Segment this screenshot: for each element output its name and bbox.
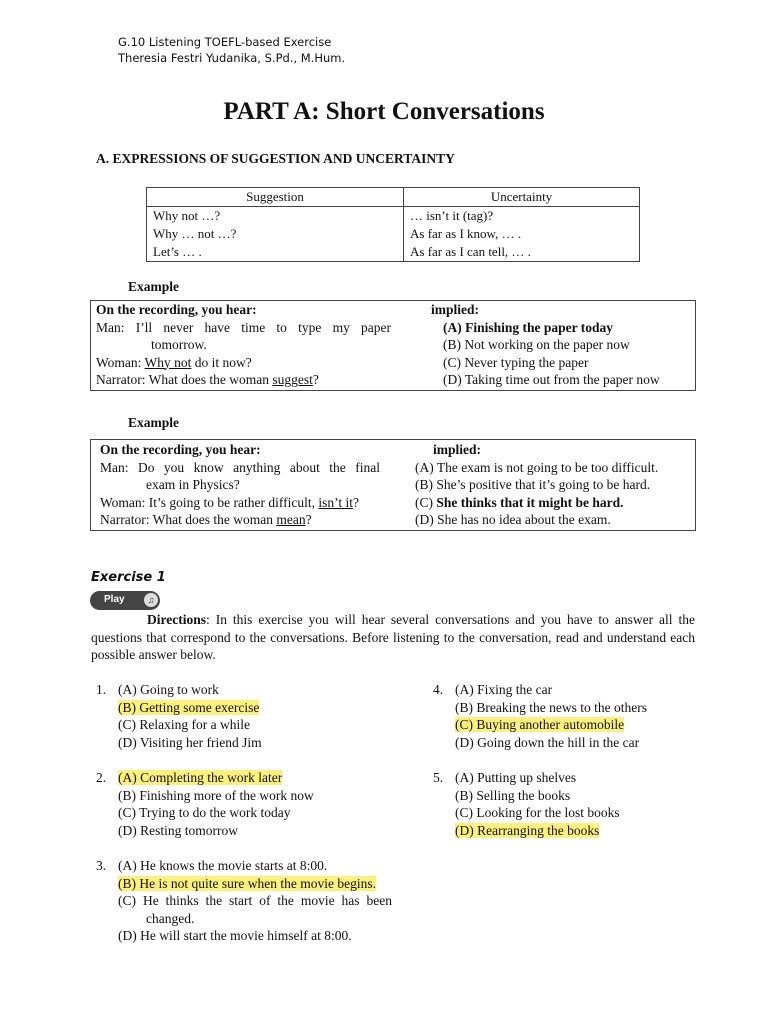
implied-heading: implied:: [431, 302, 480, 317]
answer-choice: (D) Going down the hill in the car: [455, 734, 640, 750]
exercise-title: Exercise 1: [91, 570, 166, 585]
answer-choice-highlighted: (B) He is not quite sure when the movie begins.: [118, 875, 376, 891]
question-number: 5.: [433, 770, 444, 785]
answer-option: (A) The exam is not going to be too difficult.: [415, 459, 659, 475]
man-line-continued: tomorrow.: [151, 337, 207, 352]
underlined-phrase: isn’t it: [318, 494, 354, 510]
man-line: Man: I’ll never have time to type my paper: [96, 319, 391, 335]
answer-choice-highlighted: (C) Buying another automobile: [455, 717, 625, 732]
table-header-row: [147, 188, 640, 207]
page-title: PART A: Short Conversations: [223, 98, 545, 125]
answer-choice: (B) Selling the books: [455, 787, 571, 803]
recording-heading: On the recording, you hear:: [100, 442, 261, 457]
answer-choice-highlighted: (D) Rearranging the books: [455, 822, 600, 838]
answer-choice: (A) Putting up shelves: [455, 770, 577, 785]
answer-choice: (C) Relaxing for a while: [118, 717, 250, 732]
woman-line: Woman: It’s going to be rather difficult, isn’t it?: [100, 494, 360, 510]
answer-choice: (B) Finishing more of the work now: [118, 787, 314, 803]
suggestion-expression: Let’s … .: [153, 244, 202, 259]
answer-choice: (D) Visiting her friend Jim: [118, 734, 262, 750]
underlined-phrase: suggest: [272, 372, 313, 387]
answer-option: (B) She’s positive that it’s going to be hard.: [415, 477, 651, 492]
answer-option: (C) Never typing the paper: [443, 354, 589, 370]
answer-option: (A) Finishing the paper today: [443, 319, 614, 335]
column-header-suggestion: Suggestion: [147, 188, 404, 207]
expressions-table: [146, 187, 640, 262]
speaker-icon: ♫: [144, 593, 158, 607]
man-line-continued: exam in Physics?: [146, 477, 240, 492]
uncertainty-expression: As far as I can tell, … .: [410, 244, 531, 259]
answer-option: (B) Not working on the paper now: [443, 337, 630, 352]
question-number: 3.: [96, 858, 107, 873]
answer-choice: (D) Resting tomorrow: [118, 822, 238, 838]
answer-choice-highlighted: (A) Completing the work later: [118, 770, 283, 785]
question-number: 4.: [433, 682, 444, 697]
answer-option: (D) She has no idea about the exam.: [415, 512, 611, 527]
answer-choice-continued: changed.: [146, 910, 195, 926]
example-label: Example: [128, 279, 180, 294]
answer-option-text: She thinks that it might be hard.: [436, 494, 624, 510]
answer-choice: (A) Going to work: [118, 682, 219, 697]
suggestion-expression: Why … not …?: [153, 226, 237, 241]
underlined-phrase: mean: [276, 512, 306, 527]
question-number: 2.: [96, 770, 107, 785]
course-title: G.10 Listening TOEFL-based Exercise: [118, 35, 332, 49]
question-number: 1.: [96, 682, 107, 697]
author-name: Theresia Festri Yudanika, S.Pd., M.Hum.: [118, 51, 346, 65]
suggestion-expression: Why not …?: [153, 208, 221, 223]
play-button[interactable]: [90, 591, 160, 610]
example-box-2: [90, 439, 696, 531]
uncertainty-expression: … isn’t it (tag)?: [410, 208, 494, 223]
answer-option: (D) Taking time out from the paper now: [443, 372, 660, 387]
man-line: Man: Do you know anything about the final: [100, 459, 380, 475]
example-label: Example: [128, 415, 180, 430]
directions-label: Directions: [147, 612, 206, 627]
answer-choice: (C) He thinks the start of the movie has been: [118, 893, 392, 908]
answer-option: (C) She thinks that it might be hard.: [415, 494, 624, 510]
narrator-line: Narrator: What does the woman suggest?: [96, 372, 319, 387]
table-row: [147, 207, 640, 262]
table-cell: [147, 207, 404, 262]
example-box-1: [90, 300, 696, 391]
answer-choice: (B) Breaking the news to the others: [455, 699, 647, 715]
answer-choice: (A) He knows the movie starts at 8:00.: [118, 858, 328, 873]
implied-heading: implied:: [433, 442, 482, 457]
directions-paragraph: [91, 611, 695, 664]
answer-choice-highlighted: (B) Getting some exercise: [118, 699, 260, 715]
section-heading: A. EXPRESSIONS OF SUGGESTION AND UNCERTAINTY: [96, 151, 455, 166]
answer-choice: (A) Fixing the car: [455, 682, 553, 697]
uncertainty-expression: As far as I know, … .: [410, 226, 522, 241]
answer-choice: (C) Looking for the lost books: [455, 805, 620, 820]
narrator-line: Narrator: What does the woman mean?: [100, 512, 312, 527]
play-label: Play: [104, 594, 125, 605]
woman-line: Woman: Why not do it now?: [96, 354, 252, 370]
answer-choice: (D) He will start the movie himself at 8:00.: [118, 928, 352, 943]
table-cell: [404, 207, 640, 262]
column-header-uncertainty: Uncertainty: [404, 188, 640, 207]
answer-choice: (C) Trying to do the work today: [118, 805, 291, 820]
document-header: [118, 34, 345, 66]
recording-heading: On the recording, you hear:: [96, 302, 257, 317]
underlined-phrase: Why not: [144, 354, 192, 370]
directions-text: : In this exercise you will hear several conversations and you have to answer all the questions that correspond to the conversations. Before listening to the conversation, read and understand each possible answer below.: [91, 612, 695, 662]
